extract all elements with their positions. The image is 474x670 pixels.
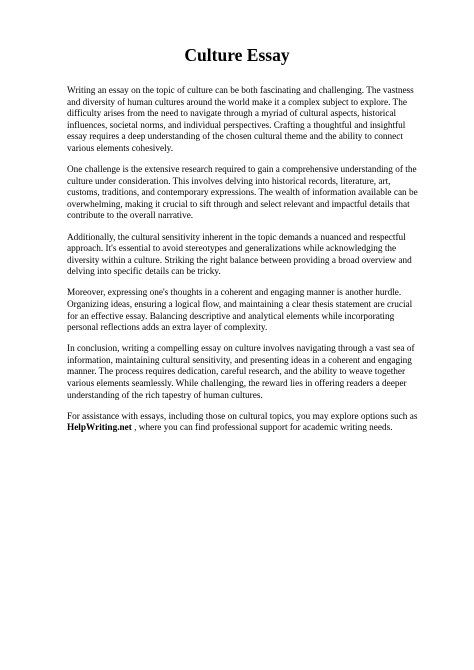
paragraph-4: Moreover, expressing one's thoughts in a coherent and engaging manner is another hurdle. Organizing ideas, ensuring a logical flow, and maintaining a clear thesis statement are crucial for an effective essay. Balancing descriptive and analytical elements while incorporating personal reflections adds an extra layer of complexity. [67, 288, 413, 334]
page-title: Culture Essay [184, 45, 290, 65]
paragraph-1: Writing an essay on the topic of culture can be both fascinating and challenging. The vastness and diversity of human cultures around the world make it a complex subject to explore. The difficulty arises from the need to navigate through a myriad of cultural aspects, historical influences, societal norms, and individual perspectives. Crafting a thoughtful and insightful essay requires a deep understanding of the chosen cultural theme and the ability to connect various elements cohesively. [67, 86, 414, 154]
closing-text-after: , where you can find professional support for academic writing needs. [131, 423, 393, 434]
paragraph-5: In conclusion, writing a compelling essay on culture involves navigating through a vast sea of information, maintaining cultural sensitivity, and presenting ideas in a coherent and engaging manner. The process requires dedication, careful research, and the ability to weave together various elements seamlessly. While challenging, the reward lies in offering readers a deeper understanding of the rich tapestry of human cultures. [67, 344, 415, 401]
helpwriting-link[interactable]: HelpWriting.net [67, 423, 132, 434]
paragraph-2: One challenge is the extensive research required to gain a comprehensive understanding of the culture under consideration. This involves delving into historical records, literature, art, customs, traditions, and contemporary expressions. The wealth of information available can be overwhelming, making it crucial to sift through and select relevant and impactful details that contribute to the overall narrative. [67, 165, 418, 222]
paragraph-3: Additionally, the cultural sensitivity inherent in the topic demands a nuanced and respectful approach. It's essential to avoid stereotypes and generalizations while acknowledging the diversity within a culture. Striking the right balance between providing a broad overview and delving into specific details can be tricky. [67, 232, 412, 278]
closing-text-before: For assistance with essays, including those on cultural topics, you may explore options such as [67, 411, 418, 422]
essay-body [67, 86, 419, 444]
closing-paragraph [67, 412, 419, 435]
